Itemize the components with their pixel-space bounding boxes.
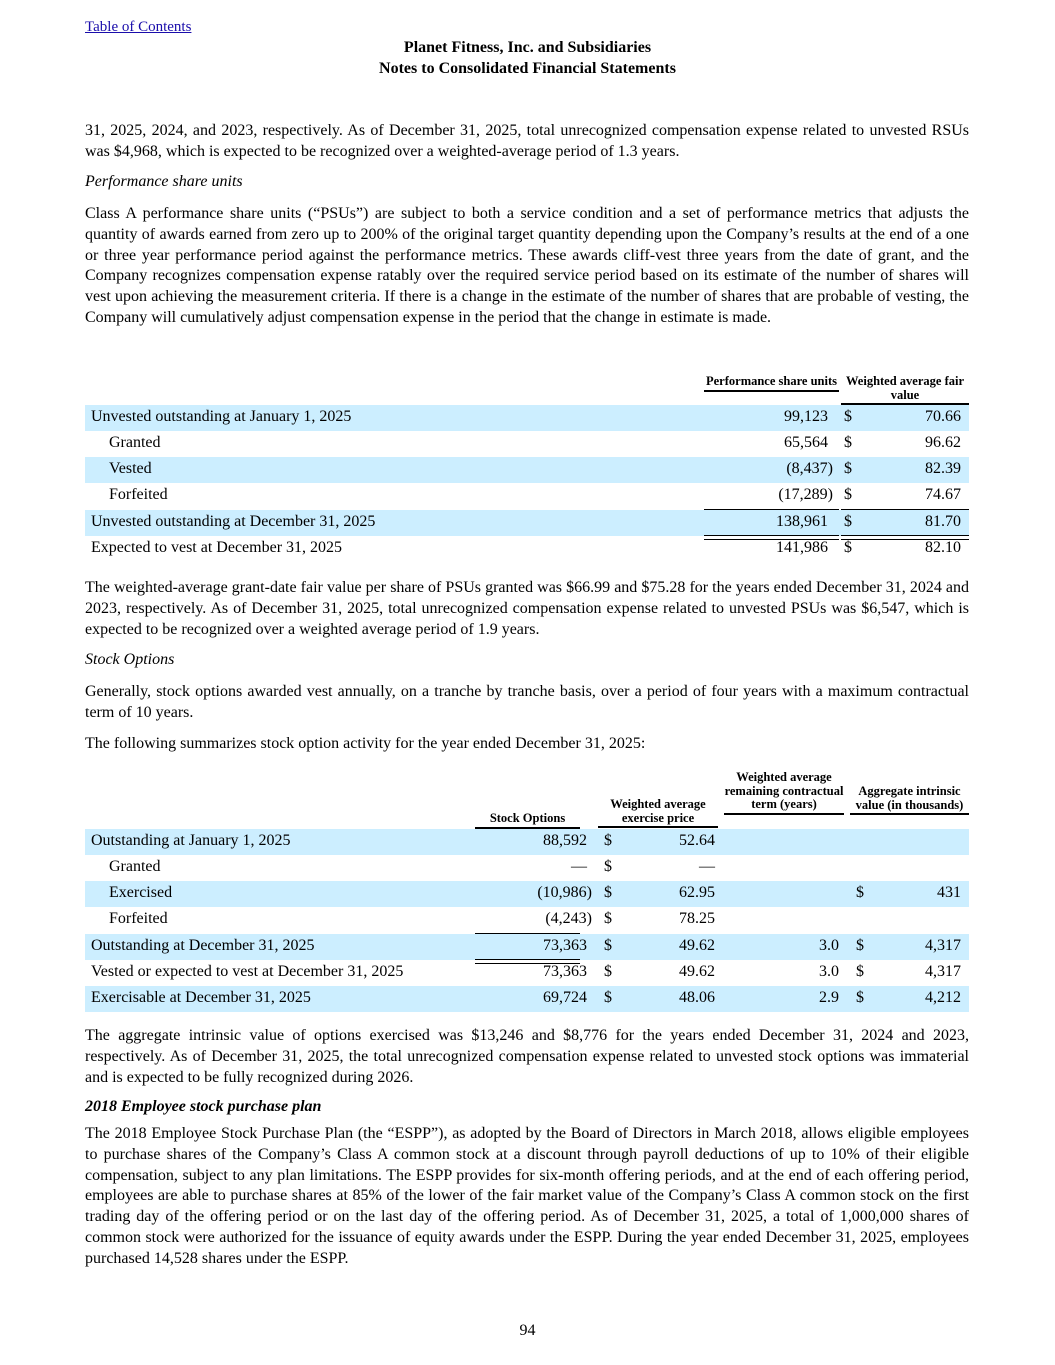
psu-description-paragraph: Class A performance share units (“PSUs”) are subject to both a service condition and a set of performance metrics that adjusts the quantity of awards earned from zero up to 200% of the original target quantity depending upon the Company’s results at the end of a one or three year performance period against the performance metrics. These awards cliff-vest three years from the date of grant, and the Company recognizes compensation expense ratably over the required service period based on its estimate of the number of shares will vest upon achieving the measurement criteria. If there is a change in the estimate of the number of shares that are probable of vesting, the Company will cumulatively adjust compensation expense in the period that the change in estimate is made. (85, 205, 969, 326)
currency-symbol: $ (604, 963, 612, 980)
psu-heading: Performance share units (85, 173, 243, 190)
espp-heading: 2018 Employee stock purchase plan (85, 1098, 322, 1115)
row-label: Forfeited (109, 910, 168, 927)
row-label: Exercisable at December 31, 2025 (91, 989, 311, 1006)
currency-symbol: $ (604, 858, 612, 875)
row-label: Outstanding at January 1, 2025 (91, 832, 291, 849)
fair-value: 81.70 (925, 513, 961, 530)
units-value: (17,289) (778, 486, 833, 503)
row-label: Granted (109, 434, 161, 451)
stock-options-heading: Stock Options (85, 651, 175, 668)
remaining-term: 3.0 (819, 937, 839, 954)
row-label: Vested (109, 460, 152, 477)
currency-symbol: $ (856, 937, 864, 954)
remaining-term: 3.0 (819, 963, 839, 980)
table-row (85, 881, 969, 907)
options-count: (10,986) (537, 884, 592, 901)
exercise-price: — (699, 858, 715, 875)
row-label: Forfeited (109, 486, 168, 503)
fair-value: 74.67 (925, 486, 961, 503)
row-label: Exercised (109, 884, 173, 901)
options-col-header-remaining-term: Weighted average remaining contractual term (years) (724, 771, 844, 815)
currency-symbol: $ (844, 460, 852, 477)
row-label: Unvested outstanding at January 1, 2025 (91, 408, 352, 425)
currency-symbol: $ (604, 884, 612, 901)
intrinsic-value: 4,212 (925, 989, 961, 1006)
currency-symbol: $ (844, 486, 852, 503)
currency-symbol: $ (604, 910, 612, 927)
currency-symbol: $ (856, 963, 864, 980)
table-row (85, 907, 969, 933)
currency-symbol: $ (856, 884, 864, 901)
row-label: Outstanding at December 31, 2025 (91, 937, 315, 954)
units-value: 141,986 (776, 539, 828, 556)
options-count: 73,363 (543, 937, 587, 954)
options-count: — (571, 858, 587, 875)
stock-options-vesting-paragraph: Generally, stock options awarded vest annually, on a tranche by tranche basis, over a period of four years with a maximum contractual term of 10 years. (85, 683, 969, 721)
table-row (85, 483, 969, 509)
rsu-paragraph: 31, 2025, 2024, and 2023, respectively. As of December 31, 2025, total unrecognized compensation expense related to unvested RSUs was $4,968, which is expected to be recognized over a weighted-average period of 1.3 years. (85, 122, 969, 160)
table-row (85, 405, 969, 431)
row-label: Granted (109, 858, 161, 875)
psu-fair-value-paragraph: The weighted-average grant-date fair value per share of PSUs granted was $66.99 and $75.28 for the years ended December 31, 2024 and 2023, respectively. As of December 31, 2025, total unrecognized compensation expense related to unvested PSUs was $6,547, which is expected to be recognized over a weighted average period of 1.9 years. (85, 579, 969, 638)
currency-symbol: $ (844, 434, 852, 451)
options-count: 73,363 (543, 963, 587, 980)
table-row (85, 829, 969, 855)
table-row (85, 934, 969, 960)
options-count: 69,724 (543, 989, 587, 1006)
currency-symbol: $ (604, 832, 612, 849)
fair-value: 96.62 (925, 434, 961, 451)
units-value: 138,961 (776, 513, 828, 530)
exercise-price: 49.62 (679, 937, 715, 954)
row-label: Unvested outstanding at December 31, 2025 (91, 513, 376, 530)
exercise-price: 52.64 (679, 832, 715, 849)
exercise-price: 49.62 (679, 963, 715, 980)
page-title: Notes to Consolidated Financial Statements (379, 60, 676, 77)
table-row (85, 960, 969, 986)
fair-value: 70.66 (925, 408, 961, 425)
stock-options-table (85, 768, 969, 1013)
options-count: 88,592 (543, 832, 587, 849)
currency-symbol: $ (604, 989, 612, 1006)
row-label: Expected to vest at December 31, 2025 (91, 539, 343, 556)
table-row (85, 510, 969, 536)
currency-symbol: $ (856, 989, 864, 1006)
currency-symbol: $ (844, 539, 852, 556)
stock-options-intro-paragraph: The following summarizes stock option activity for the year ended December 31, 2025: (85, 735, 646, 752)
units-value: 99,123 (784, 408, 828, 425)
table-row (85, 986, 969, 1012)
remaining-term: 2.9 (819, 989, 839, 1006)
currency-symbol: $ (604, 937, 612, 954)
table-row (85, 855, 969, 881)
units-value: (8,437) (786, 460, 833, 477)
table-row (85, 431, 969, 457)
espp-paragraph: The 2018 Employee Stock Purchase Plan (the “ESPP”), as adopted by the Board of Directors in March 2018, allows eligible employees to purchase shares of the Company’s Class A common stock at a discount through payroll deductions of up to 10% of their eligible compensation, subject to any plan limitations. The ESPP provides for six-month offering periods, and at the end of each offering period, employees are able to purchase shares at 85% of the lower of the fair market value of the Company’s Class A common stock on the first trading day of the offering period or on the last day of the offering period. As of December 31, 2025, a total of 1,000,000 shares of common stock were authorized for the issuance of equity awards under the ESPP. During the year ended December 31, 2025, employees purchased 14,528 shares under the ESPP. (85, 1125, 969, 1267)
psu-col-header-units: Performance share units (704, 375, 839, 392)
intrinsic-value: 4,317 (925, 963, 961, 980)
units-value: 65,564 (784, 434, 828, 451)
page-number: 94 (519, 1322, 536, 1339)
fair-value: 82.10 (925, 539, 961, 556)
exercise-price: 48.06 (679, 989, 715, 1006)
currency-symbol: $ (844, 408, 852, 425)
options-count: (4,243) (545, 910, 592, 927)
options-col-header-count: Stock Options (475, 812, 580, 829)
currency-symbol: $ (844, 513, 852, 530)
intrinsic-value-paragraph: The aggregate intrinsic value of options exercised was $13,246 and $8,776 for the years ended December 31, 2024 and 2023, respectively. As of December 31, 2025, the total unrecognized compensation expense related to unvested stock options was immaterial and is expected to be fully recognized during 2026. (85, 1027, 969, 1086)
company-name: Planet Fitness, Inc. and Subsidiaries (403, 39, 652, 56)
psu-col-header-fair-value: Weighted average fair value (841, 375, 969, 405)
fair-value: 82.39 (925, 460, 961, 477)
exercise-price: 62.95 (679, 884, 715, 901)
intrinsic-value: 431 (937, 884, 961, 901)
exercise-price: 78.25 (679, 910, 715, 927)
table-row (85, 536, 969, 562)
options-col-header-exercise-price: Weighted average exercise price (598, 798, 718, 828)
intrinsic-value: 4,317 (925, 937, 961, 954)
row-label: Vested or expected to vest at December 31, 2025 (91, 963, 404, 980)
table-row (85, 457, 969, 483)
options-col-header-intrinsic-value: Aggregate intrinsic value (in thousands) (850, 785, 969, 815)
table-of-contents-link[interactable]: Table of Contents (85, 19, 192, 35)
psu-table (85, 374, 969, 564)
